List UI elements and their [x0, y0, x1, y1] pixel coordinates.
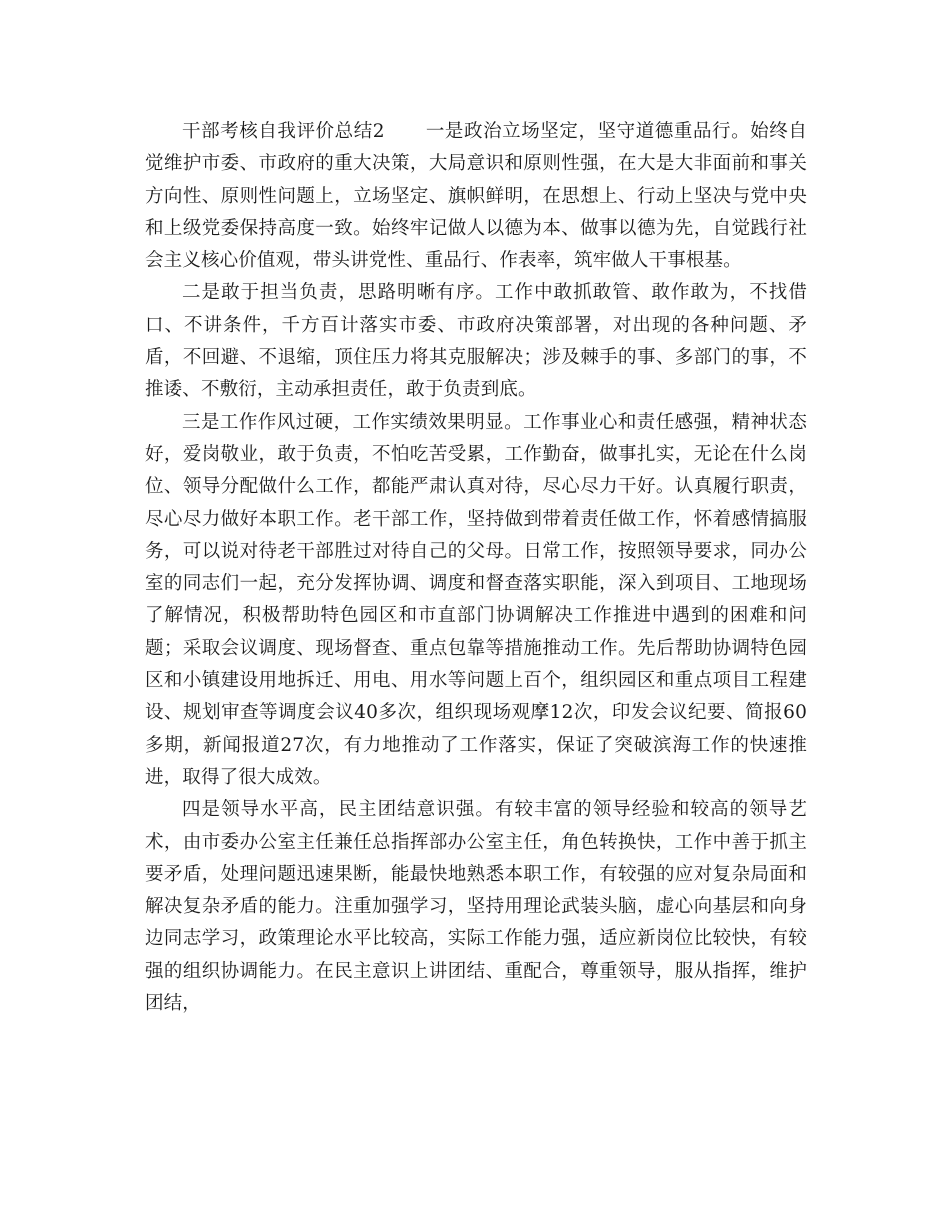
paragraph-4: 四是领导水平高，民主团结意识强。有较丰富的领导经验和较高的领导艺术，由市委办公室主任兼任总指挥部办公室主任，角色转换快，工作中善于抓主要矛盾，处理问题迅速果断，能最快地熟悉本职工作，有较强的应对复杂局面和解决复杂矛盾的能力。注重加强学习，坚持用理论武装头脑，虚心向基层和向身边同志学习，政策理论水平比较高，实际工作能力强，适应新岗位比较快，有较强的组织协调能力。在民主意识上讲团结、重配合，尊重领导，服从指挥，维护团结，	[145, 799, 807, 1015]
paragraph-3: 三是工作作风过硬，工作实绩效果明显。工作事业心和责任感强，精神状态好，爱岗敬业，敢于负责，不怕吃苦受累，工作勤奋，做事扎实，无论在什么岗位、领导分配做什么工作，都能严肃认真对待，尽心尽力干好。认真履行职责，尽心尽力做好本职工作。老干部工作，坚持做到带着责任做工作，怀着感情搞服务，可以说对待老干部胜过对待自己的父母。日常工作，按照领导要求，同办公室的同志们一起，充分发挥协调、调度和督查落实职能，深入到项目、工地现场了解情况，积极帮助特色园区和市直部门协调解决工作推进中遇到的困难和问题；采取会议调度、现场督查、重点包靠等措施推动工作。先后帮助协调特色园区和小镇建设用地拆迁、用电、用水等问题上百个，组织园区和重点项目工程建设、规划审查等调度会议40多次，组织现场观摩12次，印发会议纪要、简报60多期，新闻报道27次，有力地推动了工作落实，保证了突破滨海工作的快速推进，取得了很大成效。	[145, 411, 807, 788]
document-title: 干部考核自我评价总结2	[182, 121, 385, 142]
paragraph-2: 二是敢于担当负责，思路明晰有序。工作中敢抓敢管、敢作敢为，不找借口、不讲条件，千方百计落实市委、市政府决策部署，对出现的各种问题、矛盾，不回避、不退缩，顶住压力将其克服解决；涉及棘手的事、多部门的事，不推诿、不敷衍，主动承担责任，敢于负责到底。	[145, 282, 807, 401]
paragraph-1-text: 一是政治立场坚定，坚守道德重品行。始终自觉维护市委、市政府的重大决策，大局意识和原则性强，在大是大非面前和事关方向性、原则性问题上，立场坚定、旗帜鲜明，在思想上、行动上坚决与党中央和上级党委保持高度一致。始终牢记做人以德为本、做事以德为先，自觉践行社会主义核心价值观，带头讲党性、重品行、作表率，筑牢做人干事根基。	[145, 121, 807, 272]
document-body	[145, 116, 807, 1020]
paragraph-1	[145, 116, 807, 277]
